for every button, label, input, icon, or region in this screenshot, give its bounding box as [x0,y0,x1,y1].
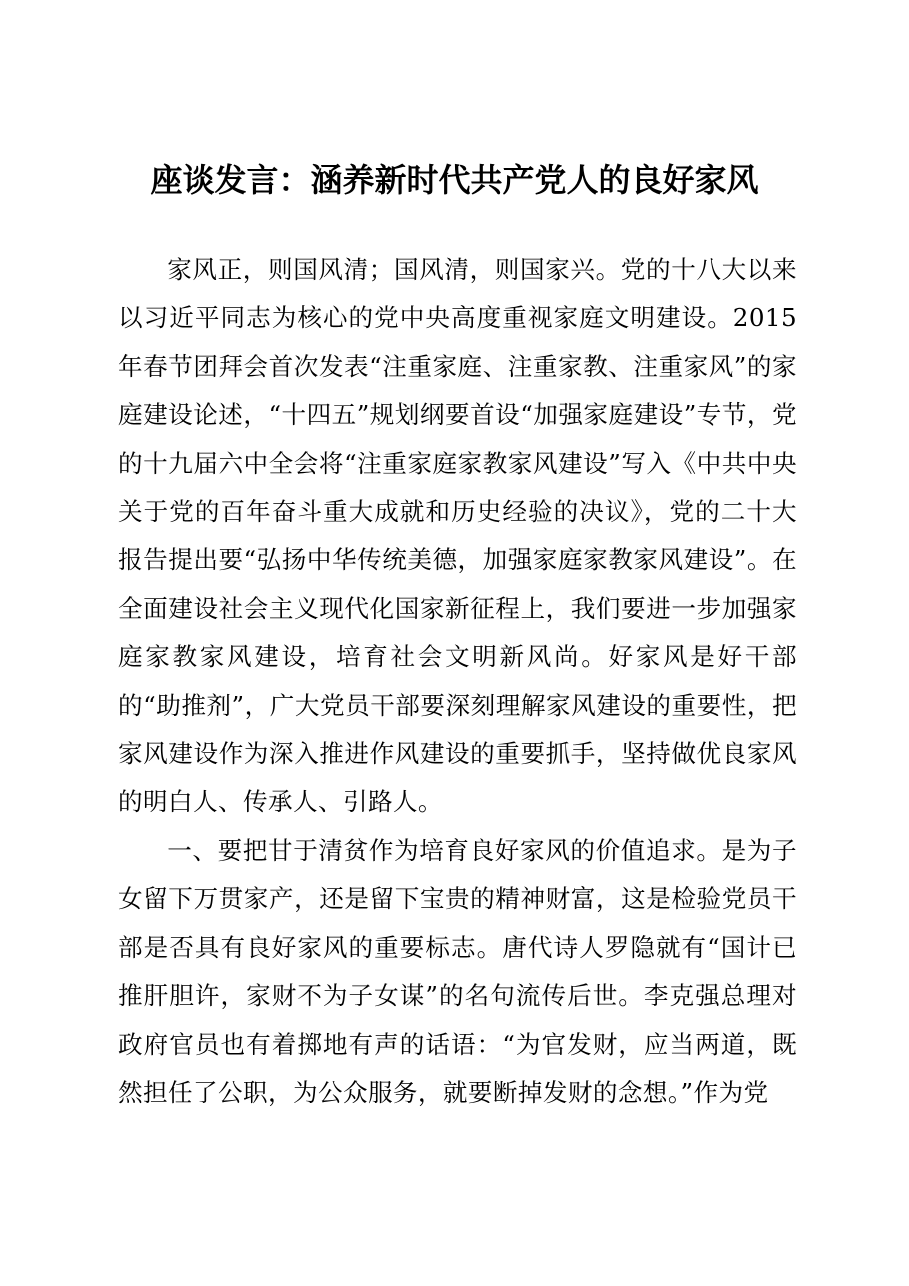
paragraph-section-one: 一、要把甘于清贫作为培育良好家风的价值追求。是为子女留下万贯家产，还是留下宝贵的精神财富，这是检验党员干部是否具有良好家风的重要标志。唐代诗人罗隐就有“国计已推肝胆许，家财不为子女谋”的名句流传后世。李克强总理对政府官员也有着掷地有声的话语：“为官发财，应当两道，既然担任了公职，为公众服务，就要断掉发财的念想。”作为党 [118,835,797,1107]
paragraph-intro: 家风正，则国风清；国风清，则国家兴。党的十八大以来以习近平同志为核心的党中央高度重视家庭文明建设。2015年春节团拜会首次发表“注重家庭、注重家教、注重家风”的家庭建设论述，“十四五”规划纲要首设“加强家庭建设”专节，党的十九届六中全会将“注重家庭家教家风建设”写入《中共中央关于党的百年奋斗重大成就和历史经验的决议》，党的二十大报告提出要“弘扬中华传统美德，加强家庭家教家风建设”。在全面建设社会主义现代化国家新征程上，我们要进一步加强家庭家教家风建设，培育社会文明新风尚。好家风是好干部的“助推剂”，广大党员干部要深刻理解家风建设的重要性，把家风建设作为深入推进作风建设的重要抓手，坚持做优良家风的明白人、传承人、引路人。 [118,255,797,817]
document-title: 座谈发言：涵养新时代共产党人的良好家风 [150,161,759,199]
document-body [118,246,797,1117]
